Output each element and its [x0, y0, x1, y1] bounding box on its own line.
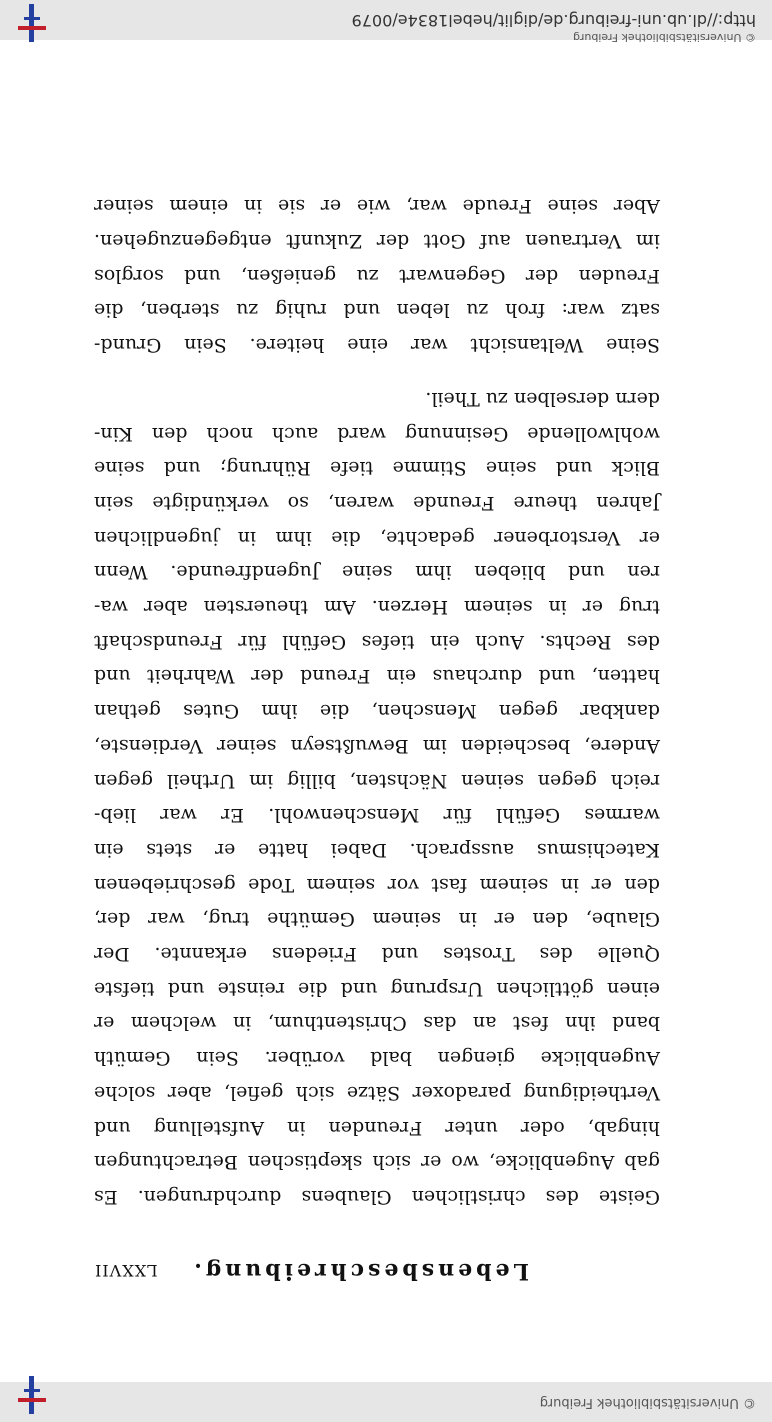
text-line: Geiste des christlichen Glaubens durchdrungen. Es — [94, 1186, 660, 1208]
page-header — [94, 1244, 654, 1284]
text-line: Aber seine Freude war, wie er sie in einem seiner — [94, 195, 660, 218]
library-logo-icon — [18, 4, 46, 42]
text-line: Andere, bescheiden im Bewußtseyn seiner Verdienste, — [94, 734, 660, 757]
running-title: Lebensbeschreibung. — [190, 1258, 529, 1284]
viewer-footer-bar — [0, 1382, 772, 1422]
header-credit: © Universitätsbibliothek Freiburg — [573, 31, 756, 44]
text-line: Vertheidigung paradoxer Sätze sich gefiel, aber solche — [94, 1081, 660, 1104]
footer-credit: © Universitätsbibliothek Freiburg — [539, 1395, 756, 1410]
viewer-header-bar — [0, 0, 772, 44]
text-line: einen göttlichen Ursprung und die reinste und tiefste — [94, 977, 660, 1000]
text-line: Quelle des Trostes und Friedens erkannte. Der — [94, 943, 660, 966]
paragraph-1 — [94, 381, 660, 1214]
text-line: Augenblicke giengen bald vorüber. Sein Gemüth — [94, 1047, 660, 1070]
text-line: gab Augenblicke, wo er sich skeptischen Betrachtungen — [94, 1151, 660, 1174]
text-line: hingab, oder unter Freunden in Aufstellung und — [94, 1116, 660, 1139]
text-line: Glaube, den er in seinem Gemüthe trug, war der, — [94, 908, 660, 931]
text-line: reich gegen seinen Nächsten, billig im Urtheil gegen — [94, 769, 660, 792]
paragraph-2 — [94, 188, 660, 362]
page-number: LXXVII — [94, 1261, 158, 1280]
text-line: den er in seinem fast vor seinem Tode geschriebenen — [94, 873, 660, 896]
text-line: trug er in seinem Herzen. Am theuersten aber wa- — [94, 596, 660, 619]
text-line: hatten, und durchaus ein Freund der Wahrheit und — [94, 665, 660, 688]
text-line: Seine Weltansicht war eine heitere. Sein Grund- — [94, 334, 660, 356]
library-logo-icon — [18, 1376, 46, 1414]
text-line: wohlwollende Gesinnung ward auch noch den Kin- — [94, 422, 660, 445]
text-line: im Vertrauen auf Gott der Zukunft entgegenzugehen. — [94, 229, 660, 252]
text-line: Freuden der Gegenwart zu genießen, und sorglos — [94, 264, 660, 287]
text-line: ren und blieben ihm seine Jugendfreunde. Wenn — [94, 561, 660, 584]
text-line: Katechismus aussprach. Dabei hatte er stets ein — [94, 838, 660, 861]
source-url-link[interactable]: http://dl.ub.uni-freiburg.de/diglit/hebel1834e/0079 — [351, 11, 756, 30]
text-line: Jahren theure Freunde waren, so verkündigte sein — [94, 491, 660, 514]
text-line: dern derselben zu Theil. — [425, 387, 660, 410]
text-line: band ihn fest an das Christenthum, in welchem er — [94, 1012, 660, 1035]
text-line: Blick und seine Stimme tiefe Rührung; und seine — [94, 457, 660, 480]
text-line: er Verstorbener gedachte, die ihm in jugendlichen — [94, 526, 660, 549]
text-line: satz war: froh zu leben und ruhig zu sterben, die — [94, 299, 660, 322]
text-line: des Rechts. Auch ein tiefes Gefühl für Freundschaft — [94, 630, 660, 653]
text-line: dankbar gegen Menschen, die ihm Gutes gethan — [94, 700, 660, 723]
text-line: warmes Gefühl für Menschenwohl. Er war lieb- — [94, 804, 660, 827]
